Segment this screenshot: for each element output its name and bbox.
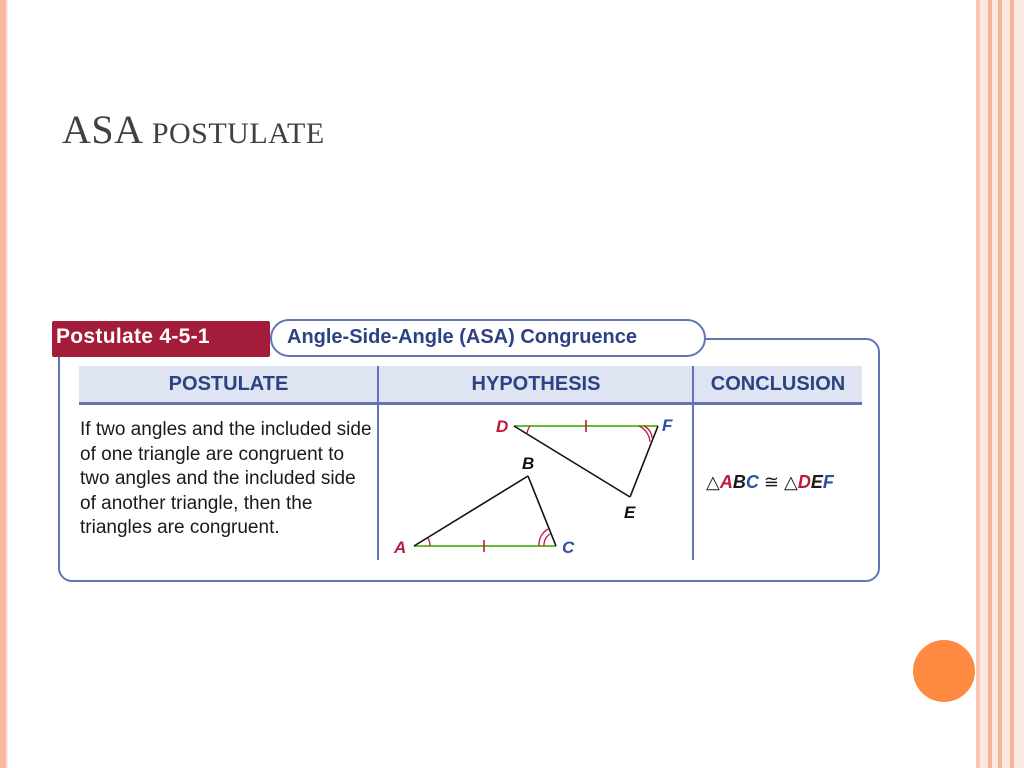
column-header-conclusion: CONCLUSION — [710, 373, 846, 395]
angle-mark-f — [644, 426, 652, 438]
decorative-circle — [913, 640, 975, 702]
angle-mark-c — [544, 534, 550, 546]
postulate-number: Postulate 4-5-1 — [56, 325, 210, 348]
triangle-symbol: △ — [706, 472, 720, 492]
slide-title-first: ASA — [62, 107, 142, 152]
column-divider — [377, 366, 379, 560]
slide-title-second: POSTULATE — [151, 117, 325, 150]
vertex-c: C — [745, 472, 759, 492]
vertex-f: F — [822, 472, 834, 492]
angle-mark-d — [527, 426, 530, 434]
vertex-label-f: F — [662, 416, 673, 435]
slide-title — [62, 106, 325, 153]
right-stripe — [1014, 0, 1024, 768]
vertex-e: E — [810, 472, 823, 492]
column-divider — [692, 366, 694, 560]
vertex-b: B — [732, 472, 746, 492]
left-border-inner — [6, 0, 8, 768]
column-header-postulate: POSTULATE — [168, 373, 289, 395]
side-bc — [528, 476, 556, 546]
vertex-label-a: A — [394, 538, 407, 557]
angle-mark-a — [428, 538, 430, 546]
vertex-label-c: C — [562, 538, 575, 557]
postulate-statement: If two angles and the included side of one triangle are congruent to two angles and the included side of another triangle, then the triangles are congruent. — [80, 419, 372, 538]
vertex-label-d: D — [496, 417, 509, 436]
vertex-label-b: B — [522, 454, 535, 473]
triangle-symbol: △ — [783, 472, 798, 492]
side-fe — [630, 426, 658, 497]
vertex-d: D — [797, 472, 811, 492]
vertex-a: A — [719, 472, 733, 492]
column-header-hypothesis: HYPOTHESIS — [471, 373, 601, 395]
congruent-symbol: ≅ — [763, 472, 779, 492]
right-stripe — [980, 0, 988, 768]
postulate-name: Angle-Side-Angle (ASA) Congruence — [287, 326, 638, 348]
side-ab — [414, 476, 528, 546]
conclusion-statement — [706, 472, 856, 493]
right-stripe — [1002, 0, 1010, 768]
vertex-label-e: E — [624, 503, 636, 522]
triangle-diagram — [380, 404, 690, 564]
